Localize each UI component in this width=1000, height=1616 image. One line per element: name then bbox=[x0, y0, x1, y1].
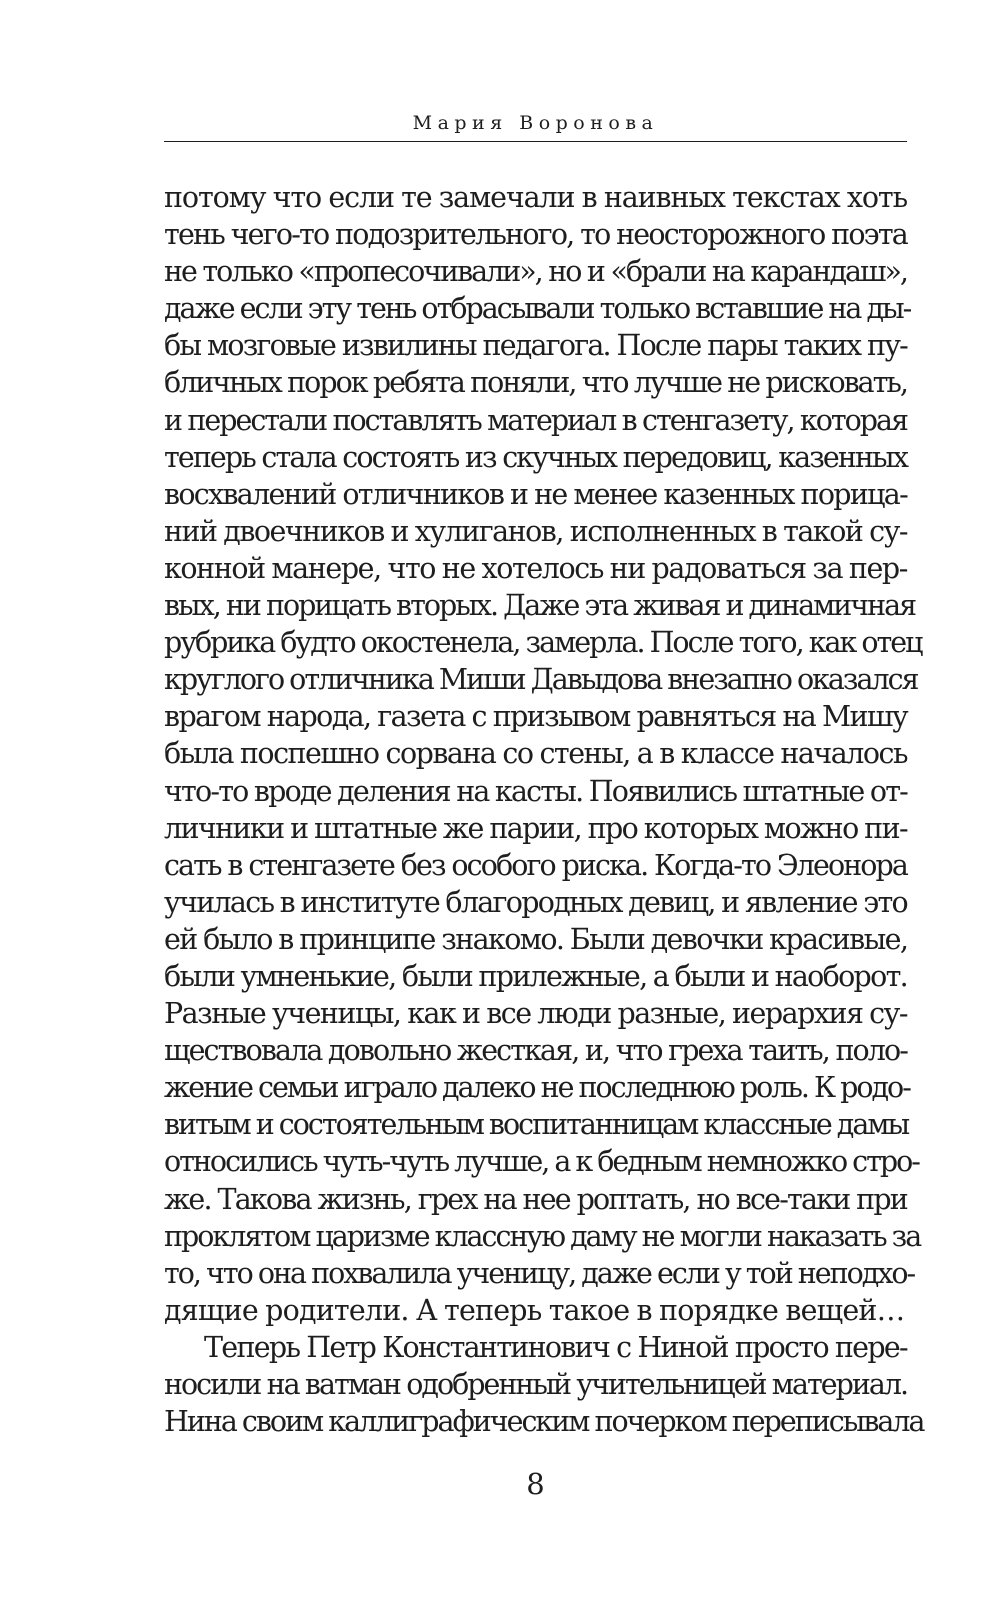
text-line: ществовала довольно жесткая, и, что греха таить, поло- bbox=[164, 1034, 907, 1068]
text-line: дящие родители. А теперь такое в порядке вещей… bbox=[164, 1293, 905, 1327]
text-line: восхвалений отличников и не менее казенных порица- bbox=[164, 477, 907, 511]
text-line: вых, ни порицать вторых. Даже эта живая и динамичная bbox=[164, 589, 916, 623]
text-line: Разные ученицы, как и все люди разные, иерархия су- bbox=[164, 997, 907, 1031]
text-line: были умненькие, были прилежные, а были и наоборот. bbox=[164, 959, 907, 993]
text-line: была поспешно сорвана со стены, а в классе началось bbox=[164, 737, 907, 771]
text-line: же. Такова жизнь, грех на нее роптать, но все-таки при bbox=[164, 1182, 907, 1216]
text-line: потому что если те замечали в наивных текстах хоть bbox=[164, 181, 907, 214]
text-line: что-то вроде деления на касты. Появились штатные от- bbox=[164, 774, 907, 808]
text-line: ний двоечников и хулиганов, исполненных в такой су- bbox=[164, 514, 907, 548]
text-line: личники и штатные же парии, про которых можно пи- bbox=[164, 811, 907, 845]
text-line: рубрика будто окостенела, замерла. После того, как отец bbox=[164, 626, 922, 660]
text-line: проклятом царизме классную даму не могли наказать за bbox=[164, 1219, 921, 1253]
text-line: бличных порок ребята поняли, что лучше не рисковать, bbox=[164, 366, 907, 400]
text-line: даже если эту тень отбрасывали только вставшие на ды- bbox=[164, 292, 911, 326]
body-text bbox=[164, 179, 924, 1440]
text-line: носили на ватман одобренный учительницей материал. bbox=[164, 1368, 907, 1401]
paragraph-1 bbox=[164, 179, 922, 1329]
running-head: Мария Воронова bbox=[412, 112, 659, 134]
text-line: бы мозговые извилины педагога. После пары таких пу- bbox=[164, 329, 907, 363]
text-line: конной манере, что не хотелось ни радоваться за пер- bbox=[164, 551, 907, 585]
text-line: Теперь Петр Константинович с Ниной просто пере- bbox=[204, 1330, 907, 1364]
text-line: жение семьи играло далеко не последнюю роль. К родо- bbox=[164, 1071, 910, 1105]
text-line: то, что она похвалила ученицу, даже если у той неподхо- bbox=[164, 1256, 915, 1290]
text-line: теперь стала состоять из скучных передовиц, казенных bbox=[164, 440, 907, 474]
text-line: врагом народа, газета с призывом равняться на Мишу bbox=[164, 700, 907, 734]
text-line: и перестали поставлять материал в стенгазету, которая bbox=[164, 403, 907, 437]
text-line: Нина своим каллиграфическим почерком переписывала bbox=[164, 1405, 924, 1439]
text-line: тень чего-то подозрительного, то неосторожного поэта bbox=[164, 218, 907, 252]
page-number: 8 bbox=[526, 1467, 545, 1501]
text-line: училась в институте благородных девиц, и явление это bbox=[164, 885, 907, 919]
text-line: не только «пропесочивали», но и «брали на карандаш», bbox=[164, 255, 907, 289]
text-line: сать в стенгазете без особого риска. Когда-то Элеонора bbox=[164, 848, 907, 882]
header-rule bbox=[164, 141, 907, 142]
text-line: круглого отличника Миши Давыдова внезапно оказался bbox=[164, 663, 918, 697]
text-line: ей было в принципе знакомо. Были девочки красивые, bbox=[164, 922, 908, 956]
paragraph-2 bbox=[164, 1329, 924, 1440]
text-line: относились чуть-чуть лучше, а к бедным немножко стро- bbox=[164, 1145, 919, 1179]
text-line: витым и состоятельным воспитанницам классные дамы bbox=[164, 1108, 909, 1142]
